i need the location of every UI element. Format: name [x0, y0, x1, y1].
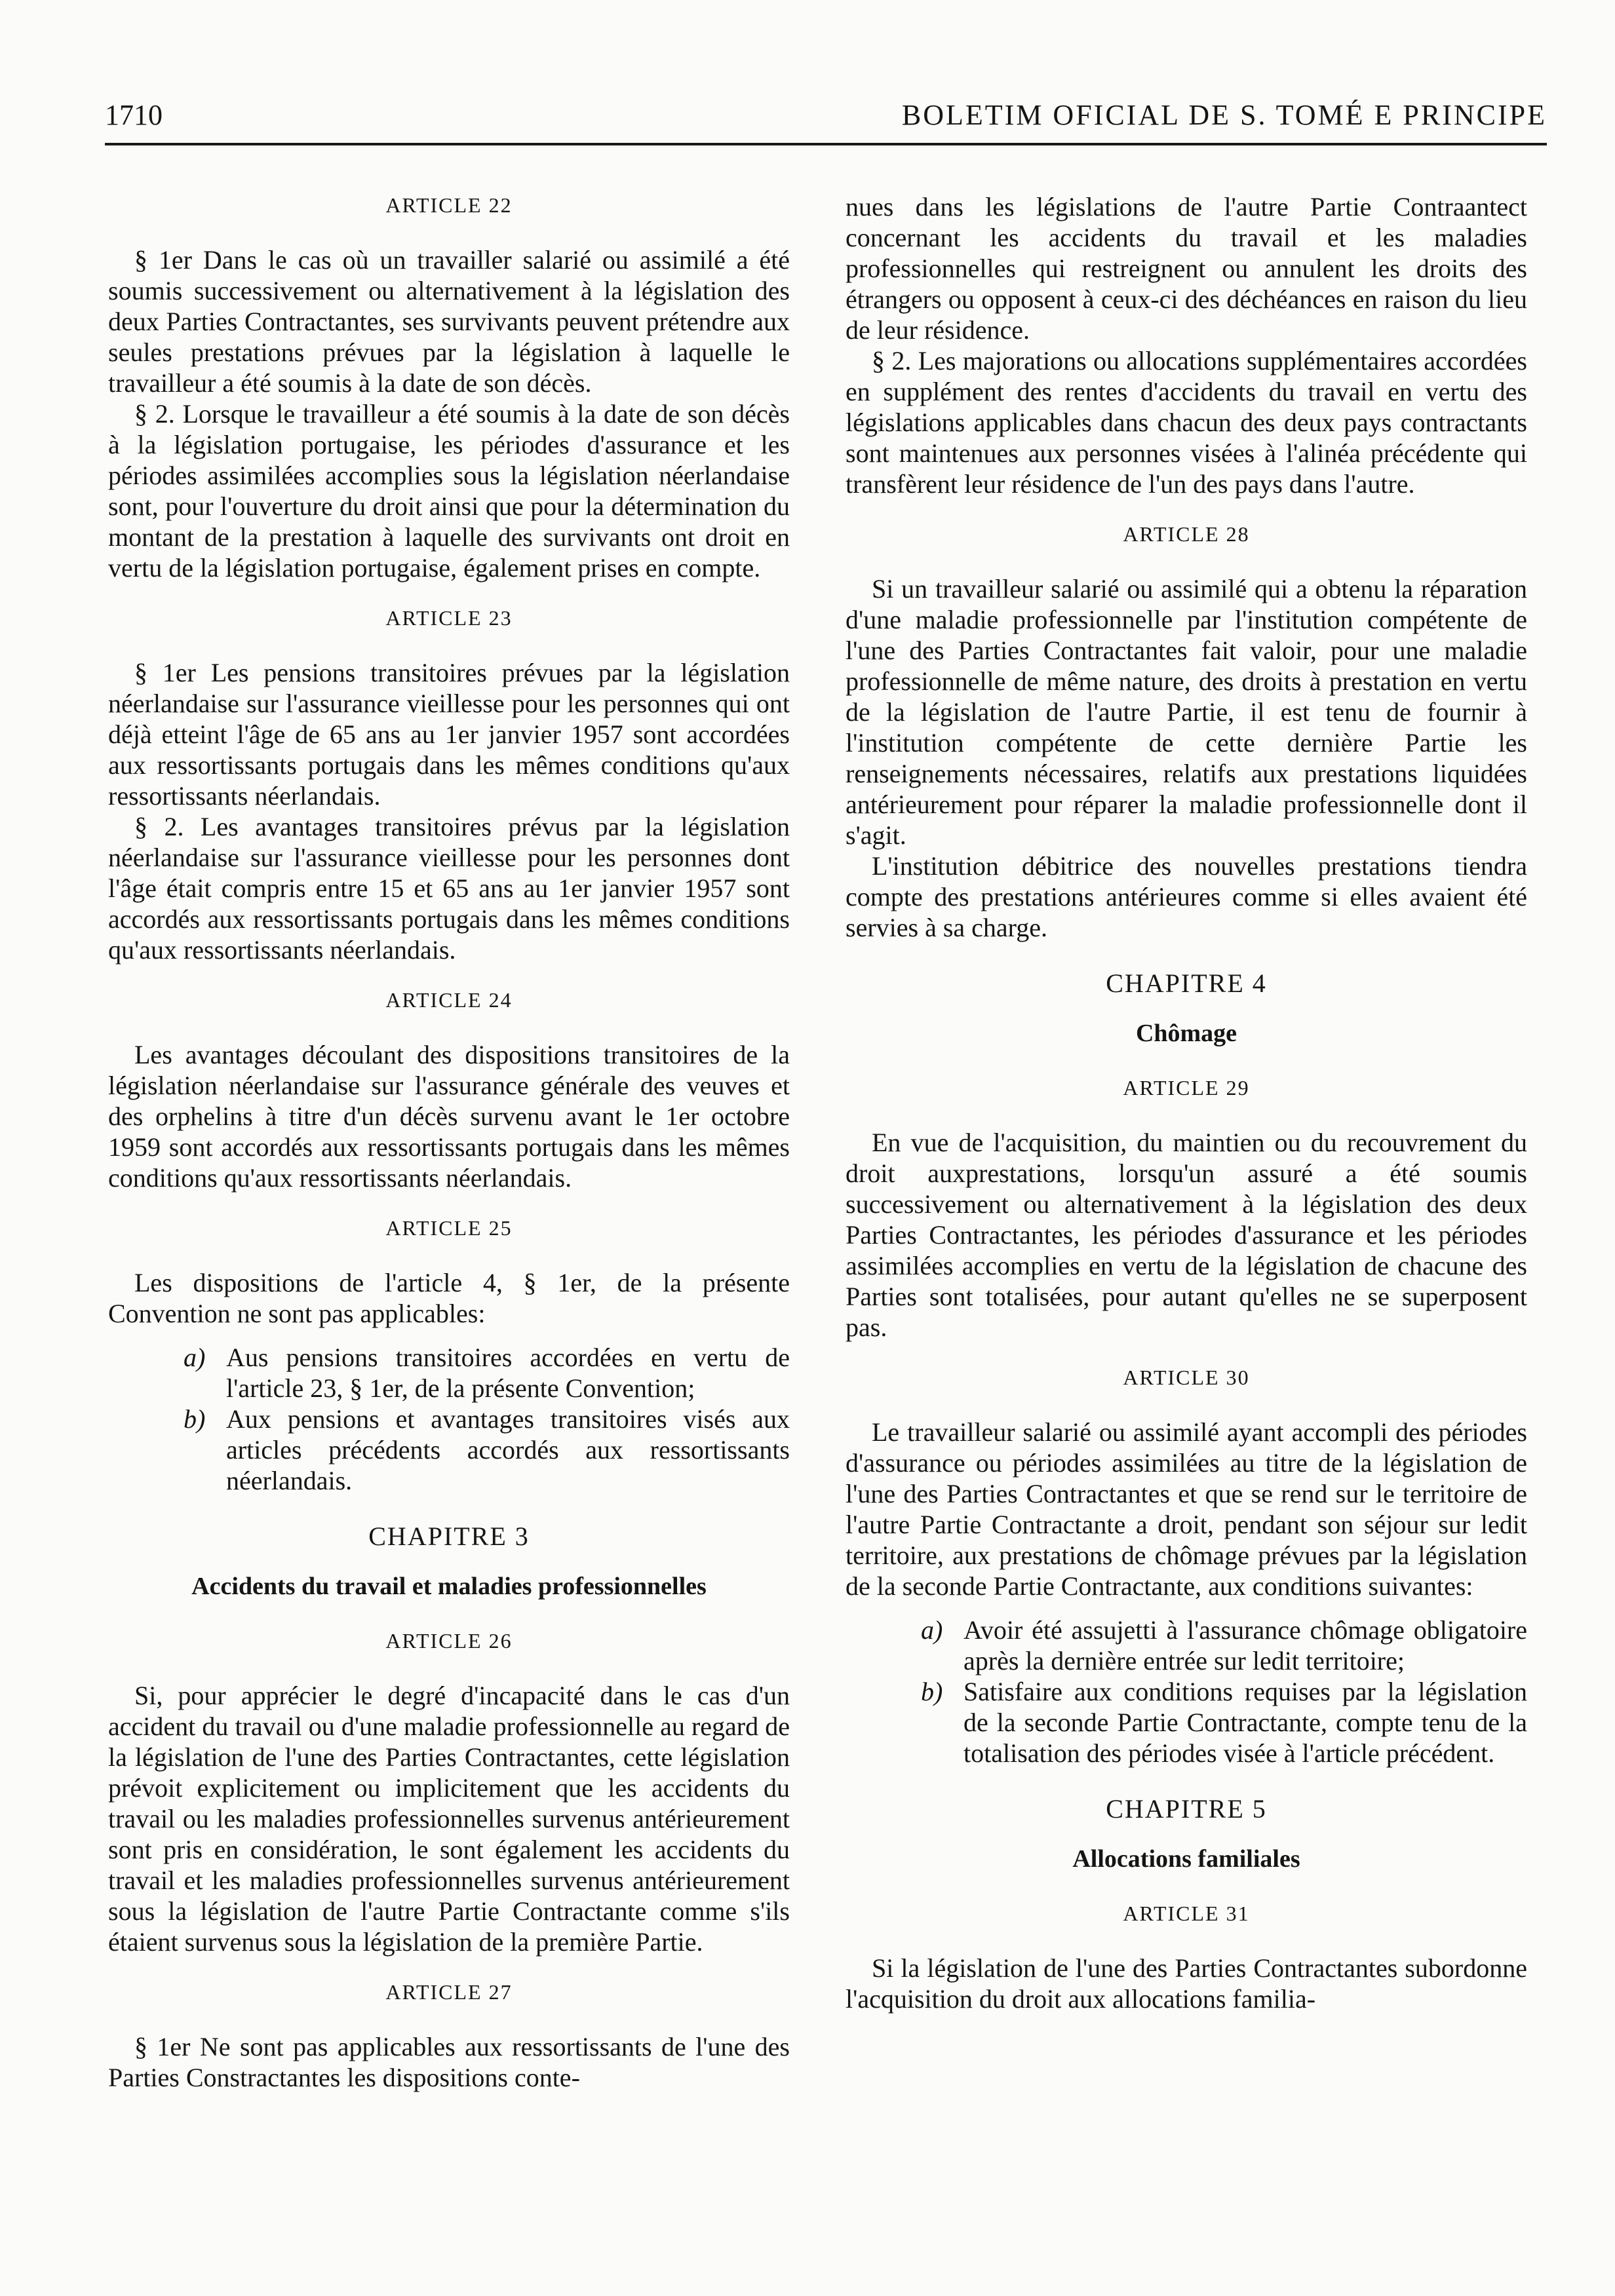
chapter-3-title: CHAPITRE 3	[368, 1521, 530, 1551]
article-28-para-1: Si un travailleur salarié ou assimilé qui a obtenu la réparation d'une maladie professionnelle par l'institution compétente de l'une des Parties Contractantes fait valoir, pour une maladie professionnelle de même nature, des droits à prestation en vertu de la législation de l'autre Partie, il est tenu de fournir à l'institution compétente de cette dernière Partie les renseignements nécessaires, relatifs aux prestations liquidées antérieurement pour réparer la maladie professionnelle dont il s'agit.	[846, 574, 1527, 850]
article-22-para-2: § 2. Lorsque le travailleur a été soumis à la date de son décès à la législation portugaise, les périodes d'assurance et les périodes assimilées accomplies sous la législation néerlandaise sont, pour l'ouverture du droit ainsi que pour la détermination du montant de la prestation à laquelle des survivants ont droit en vertu de la législation portugaise, également prises en compte.	[108, 399, 790, 583]
article-29-title: ARTICLE 29	[1123, 1076, 1250, 1100]
page-number: 1710	[105, 99, 163, 131]
page-header	[105, 92, 1547, 144]
article-27-continuation: nues dans les législations de l'autre Partie Contraantect concernant les accidents du travail et les maladies professionnelles qui restreignent ou annulent les droits des étrangers ou opposent à ceux-ci des déchéances en raison du lieu de leur résidence.	[846, 192, 1527, 345]
list-item	[108, 1342, 790, 1404]
article-28-title: ARTICLE 28	[1123, 522, 1250, 546]
article-27-para-2: § 2. Les majorations ou allocations supplémentaires accordées en supplément des rentes d'accidents du travail en vertu des législations applicables dans chacun des deux pays contractants sont maintenues aux personnes visées à l'alinéa précédente qui transfèrent leur résidence de l'un des pays dans l'autre.	[846, 346, 1527, 499]
article-23-para-2: § 2. Les avantages transitoires prévus par la législation néerlandaise sur l'assurance vieillesse pour les personnes dont l'âge était compris entre 15 et 65 ans au 1er janvier 1957 sont accordés aux ressortissants portugais dans les mêmes conditions qu'aux ressortissants néerlandais.	[108, 812, 790, 965]
article-25-para-1: Les dispositions de l'article 4, § 1er, de la présente Convention ne sont pas applicables:	[108, 1268, 790, 1328]
article-29-para-1: En vue de l'acquisition, du maintien ou du recouvrement du droit auxprestations, lorsqu'un assuré a été soumis successivement ou alternativement à la législation des deux Parties Contractantes, les périodes d'assurance et les périodes assimilées accomplies en vertu de la législation de chacune des Parties sont totalisées, pour autant qu'elles ne se superposent pas.	[846, 1128, 1527, 1342]
spacer	[108, 1329, 790, 1342]
list-item-text: Satisfaire aux conditions requises par la législation de la seconde Partie Contractante, compte tenu de la totalisation des périodes visée à l'article précédent.	[963, 1677, 1527, 1768]
article-23-title: ARTICLE 23	[385, 606, 513, 630]
spacer	[846, 1601, 1527, 1615]
chapter-5-title: CHAPITRE 5	[1106, 1794, 1267, 1824]
article-24-title: ARTICLE 24	[385, 988, 513, 1012]
chapter-3-subtitle: Accidents du travail et maladies professionnelles	[191, 1573, 707, 1600]
list-marker: b)	[921, 1677, 943, 1706]
article-26-para-1: Si, pour apprécier le degré d'incapacité dans le cas d'un accident du travail ou d'une maladie professionnelle au regard de la législation de l'une des Parties Contractantes, cette législation prévoit explicitement ou implicitement que les accidents du travail ou les maladies professionnelles survenus antérieurement sont pris en considération, le sont également les accidents du travail et les maladies professionnelles survenus antérieurement sous la législation de l'autre Partie Contractante comme s'ils étaient survenus sous la législation de la première Partie.	[108, 1681, 790, 1957]
article-23-para-1: § 1er Les pensions transitoires prévues par la législation néerlandaise sur l'assurance vieillesse pour les personnes qui ont déjà etteint l'âge de 65 ans au 1er janvier 1957 sont accordées aux ressortissants portugais dans les mêmes conditions qu'aux ressortissants néerlandais.	[108, 658, 790, 811]
left-column	[108, 190, 790, 2093]
article-30-para-1: Le travailleur salarié ou assimilé ayant accompli des périodes d'assurance ou périodes assimilées au titre de la législation de l'une des Parties Contractantes et que se rend sur le territoire de l'autre Partie Contractante a droit, pendant son séjour sur ledit territoire, aux prestations de chômage prévues par la législation de la seconde Partie Contractante, aux conditions suivantes:	[846, 1417, 1527, 1601]
list-item-text: Aux pensions et avantages transitoires visés aux articles précédents accordés aux ressortissants néerlandais.	[226, 1404, 790, 1495]
article-28-para-2: L'institution débitrice des nouvelles prestations tiendra compte des prestations antérieures comme si elles avaient été servies à sa charge.	[846, 851, 1527, 942]
list-item-text: Avoir été assujetti à l'assurance chômage obligatoire après la dernière entrée sur ledit territoire;	[963, 1615, 1527, 1675]
article-27-para-1: § 1er Ne sont pas applicables aux ressortissants de l'une des Parties Constractantes les dispositions conte-	[108, 2032, 790, 2092]
chapter-4-subtitle: Chômage	[1135, 1020, 1237, 1047]
list-marker: a)	[184, 1343, 206, 1372]
running-title: BOLETIM OFICIAL DE S. TOMÉ E PRINCIPE	[901, 99, 1547, 131]
list-item	[846, 1676, 1527, 1769]
list-item-text: Aus pensions transitoires accordées en vertu de l'article 23, § 1er, de la présente Convention;	[226, 1343, 790, 1403]
chapter-5-subtitle: Allocations familiales	[1072, 1845, 1300, 1873]
article-27-title: ARTICLE 27	[385, 1980, 513, 2004]
article-31-title: ARTICLE 31	[1123, 1902, 1250, 1925]
article-26-title: ARTICLE 26	[385, 1629, 513, 1653]
list-item	[108, 1404, 790, 1496]
list-item	[846, 1615, 1527, 1676]
article-30-title: ARTICLE 30	[1123, 1366, 1250, 1389]
list-marker: a)	[921, 1615, 943, 1645]
article-31-para-1: Si la législation de l'une des Parties Contractantes subordonne l'acquisition du droit aux allocations familia-	[846, 1953, 1527, 2014]
article-22-title: ARTICLE 22	[385, 193, 513, 217]
header-rule	[105, 143, 1547, 145]
right-column	[846, 191, 1527, 2014]
list-marker: b)	[184, 1404, 206, 1434]
article-22-para-1: § 1er Dans le cas où un travailler salarié ou assimilé a été soumis successivement ou alternativement à la législation des deux Parties Contractantes, ses survivants peuvent prétendre aux seules prestations prévues par la législation à laquelle le travailleur a été soumis à la date de son décès.	[108, 245, 790, 398]
article-24-para-1: Les avantages découlant des dispositions transitoires de la législation néerlandaise sur l'assurance générale des veuves et des orphelins à titre d'un décès survenu avant le 1er octobre 1959 sont accordés aux ressortissants portugais dans les mêmes conditions qu'aux ressortissants néerlandais.	[108, 1040, 790, 1193]
chapter-4-title: CHAPITRE 4	[1106, 968, 1267, 998]
article-25-title: ARTICLE 25	[385, 1216, 513, 1240]
